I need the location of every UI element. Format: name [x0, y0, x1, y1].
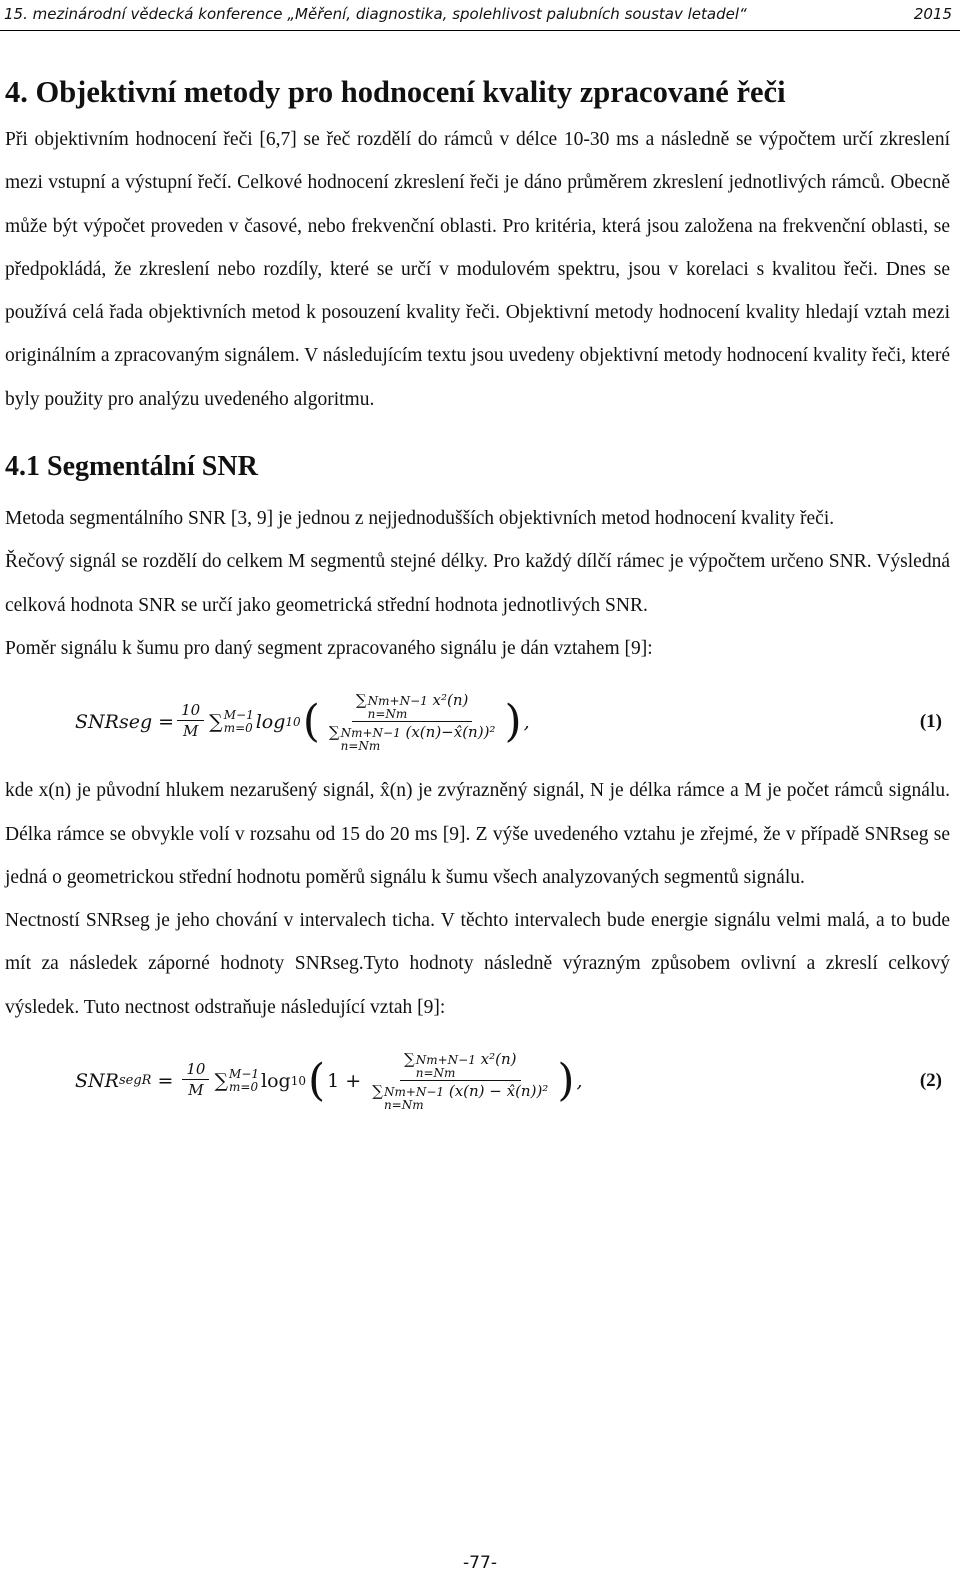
paren-left: ( [302, 696, 320, 748]
paren-left: ( [307, 1055, 326, 1107]
num-sum-lower: n=Nm [367, 706, 408, 721]
num-term: x²(n) [432, 690, 469, 709]
page-content [5, 66, 950, 1128]
section-4-paragraph: Při objektivním hodnocení řeči [6,7] se řeč rozdělí do rámců v délce 10-30 ms a následně se výpočtem určí zkreslení mezi vstupní a výstupní řečí. Celkové hodnocení zkreslení řeči je dáno průměrem zkreslení jednotlivých rámců. Obecně může být výpočet proveden v časové, nebo frekvenční oblasti. Pro kritéria, která jsou založena na frekvenční oblasti, se předpokládá, že zkreslení nebo rozdíly, které se určí v modulovém spektru, jsou v korelaci s kvalitou řeči. Dnes se používá celá řada objektivních metod k posouzení kvality řeči. Objektivní metody hodnocení kvality hledají vztah mezi originálním a zpracovaným signálem. V následujícím textu jsou uvedeny objektivní metody hodnocení kvality řeči, které byly použity pro analýzu uvedeného algoritmu. [5, 129, 950, 410]
section-4-1-paragraph-1: Metoda segmentálního SNR [3, 9] je jednou z nejjednodušších objektivních metod hodnocení kvality řeči. [5, 508, 835, 530]
eq2-coef-num: 10 [182, 1060, 209, 1080]
num-sum-upper: Nm+N−1 [415, 1052, 476, 1067]
eq2-outer-sum [214, 1068, 259, 1094]
section-4-1-paragraph-2: Řečový signál se rozdělí do celkem M segmentů stejné délky. Pro každý dílčí rámec je výpočtem určeno SNR. Výsledná celková hodnota SNR se určí jako geometrická střední hodnota jednotlivých SNR. [5, 551, 950, 616]
den-sum-lower: n=Nm [340, 738, 381, 753]
sum-lower: m=0 [229, 1079, 259, 1094]
section-4-heading: 4. Objektivní metody pro hodnocení kvality zpracované řeči [5, 75, 786, 109]
conference-year: 2015 [913, 5, 952, 23]
equation-1 [5, 674, 950, 769]
eq2-lhs-sub: segR [118, 1073, 152, 1089]
section-4-1-paragraph-4: kde x(n) je původní hlukem nezarušený signál, x̂(n) je zvýrazněný signál, N je délka rámce a M je počet rámců signálu. Délka rámce se obvykle volí v rozsahu od 15 do 20 ms [9]. Z výše uvedeného vztahu je zřejmé, že v případě SNRseg se jedná o geometrickou střední hodnotu poměrů signálu k šumu všech analyzovaných segmentů signálu. [5, 780, 950, 888]
section-4-1-paragraph-3: Poměr signálu k šumu pro daný segment zpracovaného signálu je dán vztahem [9]: [5, 637, 653, 659]
equation-2-body [75, 1033, 583, 1128]
num-sum-lower: n=Nm [415, 1065, 456, 1080]
den-term: (x(n)−x̂(n))² [405, 722, 496, 741]
section-4-1-heading: 4.1 Segmentální SNR [5, 451, 258, 483]
eq1-main-fraction [325, 691, 500, 753]
equation-1-number: (1) [919, 711, 942, 733]
num-sum-upper: Nm+N−1 [367, 693, 428, 708]
den-sum-upper: Nm+N−1 [383, 1084, 445, 1099]
eq2-coefficient [182, 1060, 209, 1101]
eq1-lhs: SNRseg = [75, 710, 175, 733]
eq1-outer-sum [209, 709, 254, 735]
eq2-denominator: ∑ Nm+N−1 n=Nm (x(n) − x̂(n))² [372, 1081, 549, 1112]
eq2-coef-den: M [188, 1081, 204, 1100]
eq1-denominator: ∑ Nm+N−1 n=Nm (x(n)−x̂(n))² [328, 722, 496, 753]
eq1-coef-num: 10 [177, 701, 204, 721]
eq2-trail: , [576, 1069, 583, 1092]
header-rule [0, 30, 960, 31]
eq2-lhs: SNR [75, 1069, 119, 1092]
paren-right: ) [504, 696, 522, 748]
eq1-numerator: ∑ Nm+N−1 n=Nm x²(n) [352, 691, 472, 722]
equation-2-number: (2) [919, 1070, 942, 1092]
eq2-log: log [261, 1069, 291, 1092]
equation-2 [5, 1033, 950, 1128]
equation-1-body [75, 674, 530, 769]
eq1-coef-den: M [182, 722, 199, 741]
den-sum-lower: n=Nm [383, 1097, 424, 1112]
eq2-main-fraction [368, 1050, 552, 1112]
eq2-equals: = [157, 1069, 174, 1092]
conference-title: 15. mezinárodní vědecká konference „Měření, diagnostika, spolehlivost palubních soustav letadel“ [4, 5, 747, 23]
eq2-log-base: 10 [290, 1073, 306, 1088]
num-term: x²(n) [480, 1049, 517, 1068]
eq1-coefficient [177, 701, 204, 742]
den-sum-upper: Nm+N−1 [340, 725, 401, 740]
sum-lower: m=0 [223, 720, 253, 735]
eq2-one-plus: 1 + [327, 1069, 362, 1092]
sum-upper: M−1 [229, 1066, 260, 1081]
page-number: -77- [463, 1553, 497, 1573]
section-4-1-paragraph-5: Nectností SNRseg je jeho chování v intervalech ticha. V těchto intervalech bude energie signálu velmi malá, a to bude mít za následek záporné hodnoty SNRseg.Tyto hodnoty následně výrazným způsobem ovlivní a zkreslí celkový výsledek. Tuto nectnost odstraňuje následující vztah [9]: [5, 910, 950, 1018]
eq1-log: log [255, 710, 286, 733]
sum-upper: M−1 [223, 707, 254, 722]
sum-symbol: ∑ [214, 1069, 229, 1092]
page-header [0, 0, 960, 28]
eq1-log-base: 10 [285, 714, 301, 729]
eq2-numerator: ∑ Nm+N−1 n=Nm x²(n) [400, 1050, 520, 1081]
eq1-trail: , [523, 710, 530, 733]
den-term: (x(n) − x̂(n))² [448, 1081, 549, 1100]
paren-right: ) [557, 1055, 575, 1107]
sum-symbol: ∑ [209, 710, 223, 733]
